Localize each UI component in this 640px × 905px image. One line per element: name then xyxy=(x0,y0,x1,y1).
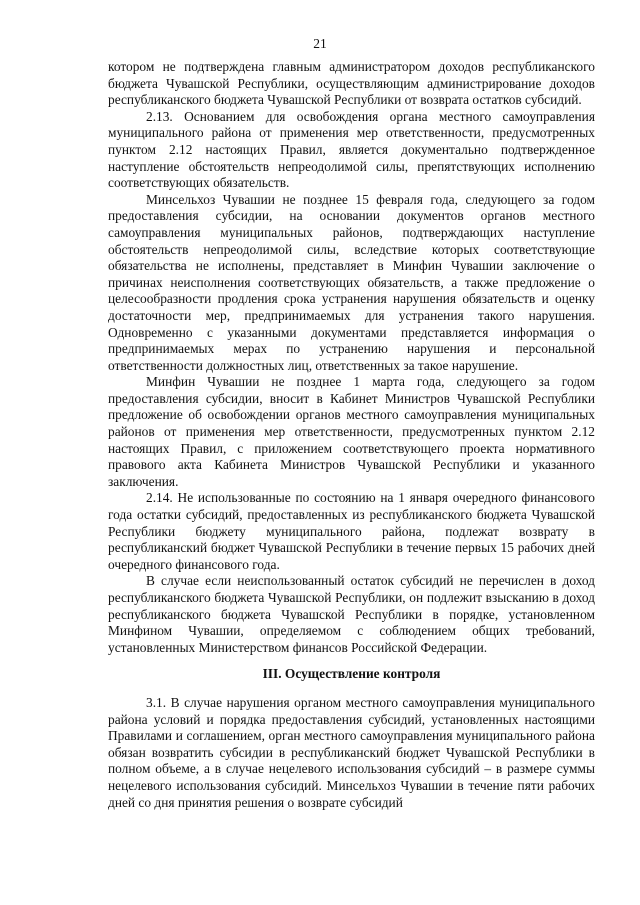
paragraph-unused-balance: В случае если неиспользованный остаток субсидий не перечислен в доход республиканского бюджета Чувашской Республики, он подлежит взысканию в доход республиканского бюджета Чувашской Республики в порядке, установленном Минфином Чувашии, определяемом с соблюдением общих требований, установленных Министерством финансов Российской Федерации. xyxy=(108,573,595,655)
paragraph-minfin: Минфин Чувашии не позднее 1 марта года, следующего за годом предоставления субсидии, вносит в Кабинет Министров Чувашской Республики предложение об освобождении органов местного самоуправления муниципальных районов от применения мер ответственности, предусмотренных пунктом 2.12 настоящих Правил, с приложением соответствующего проекта нормативного правового акта Кабинета Министров Чувашской Республики и указанного заключения. xyxy=(108,374,595,489)
page-number: 21 xyxy=(313,36,327,51)
section-heading: III. Осуществление контроля xyxy=(262,666,441,682)
paragraph-continuation: котором не подтверждена главным администратором доходов республиканского бюджета Чувашской Республики, осуществляющим администрирование доходов республиканского бюджета Чувашской Республики от возврата остатков субсидий. xyxy=(108,59,595,108)
paragraph-2-13: 2.13. Основанием для освобождения органа местного самоуправления муниципального района от применения мер ответственности, предусмотренных пунктом 2.12 настоящих Правил, является документально подтвержденное наступление обстоятельств непреодолимой силы, препятствующих исполнению соответствующих обязательств. xyxy=(108,108,595,191)
paragraph-2-14: 2.14. Не использованные по состоянию на 1 января очередного финансового года остатки субсидий, предоставленных из республиканского бюджета Чувашской Республики бюджету муниципального района, подлежат возврату в республиканский бюджет Чувашской Республики в течение первых 15 рабочих дней очередного финансового года. xyxy=(108,490,595,572)
paragraph-minselkhoz: Минсельхоз Чувашии не позднее 15 февраля года, следующего за годом предоставления субсидии, на основании документов органов местного самоуправления муниципальных районов, подтверждающих наступление обстоятельств непреодолимой силы, вследствие которых соответствующие обязательства не исполнены, представляет в Минфин Чувашии заключение о причинах неисполнения соответствующих обязательств, а также предложение о целесообразности продления срока устранения нарушения обязательств и оценку достаточности мер, предпринимаемых для устранения такого нарушения. Одновременно с указанными документами представляется информация о предпринимаемых мерах по устранению нарушения и персональной ответственности должностных лиц, ответственных за такое нарушение. xyxy=(108,191,595,373)
document-body xyxy=(108,59,595,811)
paragraph-3-1: 3.1. В случае нарушения органом местного самоуправления муниципального района условий и порядка предоставления субсидий, установленных настоящими Правилами и соглашением, орган местного самоуправления муниципального района обязан возвратить субсидии в республиканский бюджет Чувашской Республики в полном объеме, а в случае нецелевого использования субсидий – в размере суммы нецелевого использования субсидий. Минсельхоз Чувашии в течение пяти рабочих дней со дня принятия решения о возврате субсидий xyxy=(108,694,595,810)
